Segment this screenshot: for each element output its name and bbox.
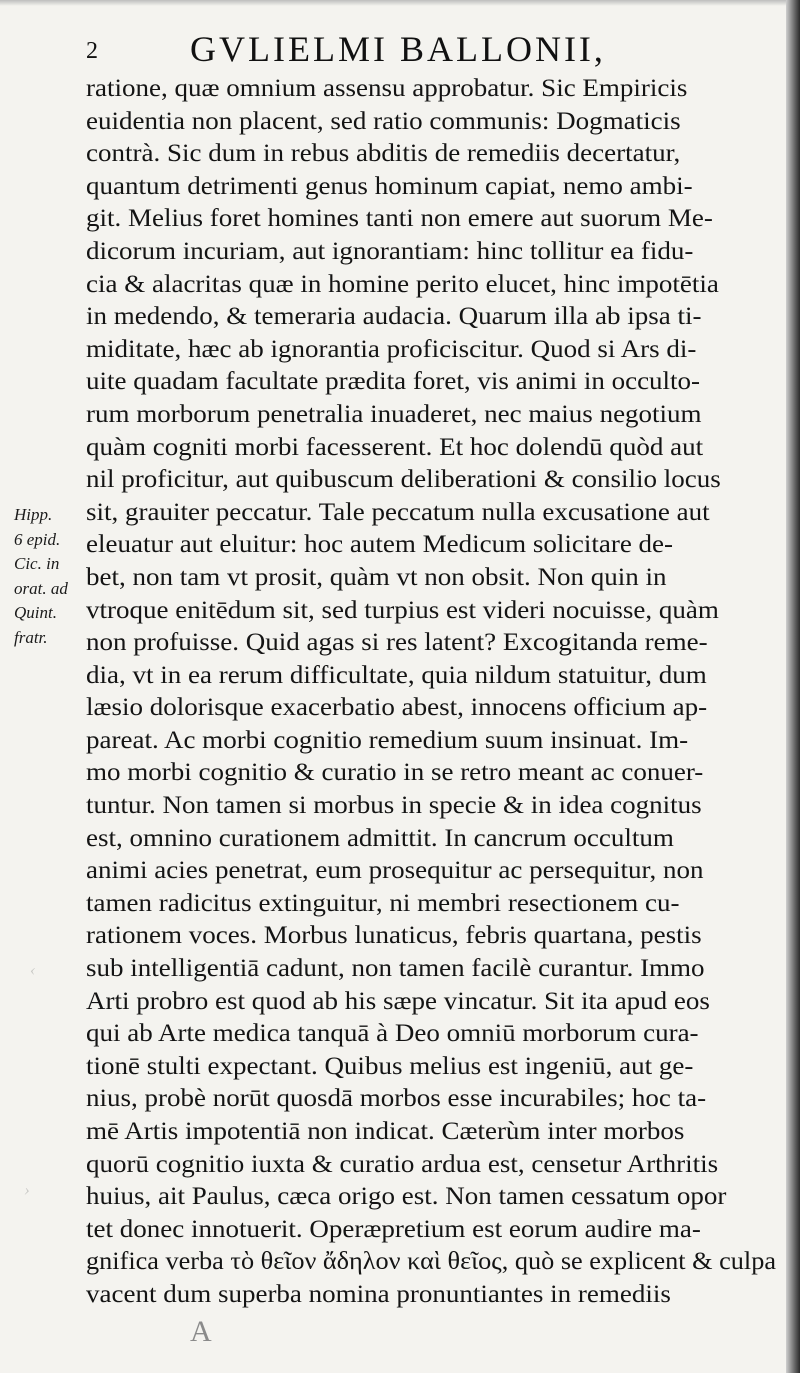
text-line: ratione, quæ omnium assensu approbatur. Sic Empiricis [86,75,688,102]
text-line: cia & alacritas quæ in homine perito elucet, hinc impotētia [86,270,719,298]
margin-note: orat. ad [14,578,68,598]
text-line: git. Melius foret homines tanti non emere aut suorum Me- [86,205,713,233]
margin-note: Quint. [14,603,57,622]
page-top-edge [0,0,800,6]
show-through-mark: ‹ [30,960,36,979]
text-line: tet donec innotuerit. Operæpretium est eorum audire ma- [86,1215,701,1243]
show-through-mark: › [24,1180,30,1199]
margin-note: fratr. [14,627,48,647]
page-header [80,28,770,72]
margin-note: Hipp. [14,505,53,524]
text-line: Arti probro est quod ab his sæpe vincatur. Sit ita apud eos [86,987,710,1015]
text-line: mē Artis impotentiā non indicat. Cæterùm inter morbos [86,1118,685,1145]
text-line: nil proficitur, aut quibuscum deliberationi & consilio locus [86,466,721,494]
text-line: bet, non tam vt prosit, quàm vt non obsit. Non quin in [86,563,667,591]
text-line: tuntur. Non tamen si morbus in specie & in idea cognitus [86,792,702,820]
text-line: læsio dolorisque exacerbatio abest, innocens officium ap- [86,694,708,722]
text-line: pareat. Ac morbi cognitio remedium suum insinuat. Im- [86,726,689,754]
text-line: eleuatur aut eluitur: hoc autem Medicum solicitare de- [86,531,674,559]
text-line: quantum detrimenti genus hominum capiat, nemo ambi- [86,172,693,200]
text-line: quàm cogniti morbi facesserent. Et hoc dolendū quòd aut [86,433,704,461]
text-line: quorū cognitio iuxta & curatio ardua est, censetur Arthritis [86,1150,719,1178]
text-line: sit, grauiter peccatur. Tale peccatum nulla excusatione aut [86,498,710,526]
text-line: non profuisse. Quid agas si res latent? Excogitanda reme- [86,629,708,657]
text-line: qui ab Arte medica tanquā à Deo omniū morborum cura- [86,1020,699,1048]
text-line: tamen radicitus extinguitur, ni membri resectionem cu- [86,889,680,917]
text-line: est, omnino curationem admittit. In cancrum occultum [86,824,674,852]
page-gutter-edge [786,0,800,1373]
text-line: tionē stulti expectant. Quibus melius est ingeniū, aut ge- [86,1052,694,1080]
text-line: contrà. Sic dum in rebus abditis de remediis decertatur, [86,140,681,168]
text-line: miditate, hæc ab ignorantia proficiscitur. Quod si Ars di- [86,335,697,363]
text-line: dia, vt in ea rerum difficultate, quia nildum statuitur, dum [86,661,707,689]
text-line: vtroque enitēdum sit, sed turpius est videri nocuisse, quàm [86,596,719,624]
body-text [86,73,776,1312]
text-line: rum morborum penetralia inuaderet, nec maius negotium [86,400,702,428]
text-line: vacent dum superba nomina pronuntiantes in remediis [86,1280,671,1308]
text-line: mo morbi cognitio & curatio in se retro meant ac conuer- [86,759,704,787]
margin-note: Cic. in [14,554,60,573]
margin-notes [14,503,84,650]
text-line: sub intelligentiā cadunt, non tamen facilè curantur. Immo [86,955,705,983]
margin-note: 6 epid. [14,529,61,549]
text-line: in medendo, & temeraria audacia. Quarum illa ab ipsa ti- [86,303,702,331]
text-line: euidentia non placent, sed ratio communis: Dogmaticis [86,107,681,135]
text-line: nius, probè norūt quosdā morbos esse incurabiles; hoc ta- [86,1085,707,1113]
text-line: rationem voces. Morbus lunaticus, febris quartana, pestis [86,922,702,950]
page-number: 2 [86,38,98,64]
running-head: GVLIELMI BALLONII, [190,29,606,69]
text-line: animi acies penetrat, eum prosequitur ac persequitur, non [86,857,704,885]
text-line: dicorum incuriam, aut ignorantiam: hinc tollitur ea fidu- [86,237,694,265]
text-line: gnifica verba τὸ θεῖον ἄδηλον καὶ θεῖος, quò se explicent & culpa [86,1248,776,1276]
signature-mark: A [190,1315,212,1348]
text-line: huius, ait Paulus, cæca origo est. Non tamen cessatum opor [86,1183,727,1211]
text-line: uite quadam facultate prædita foret, vis animi in occulto- [86,368,701,396]
